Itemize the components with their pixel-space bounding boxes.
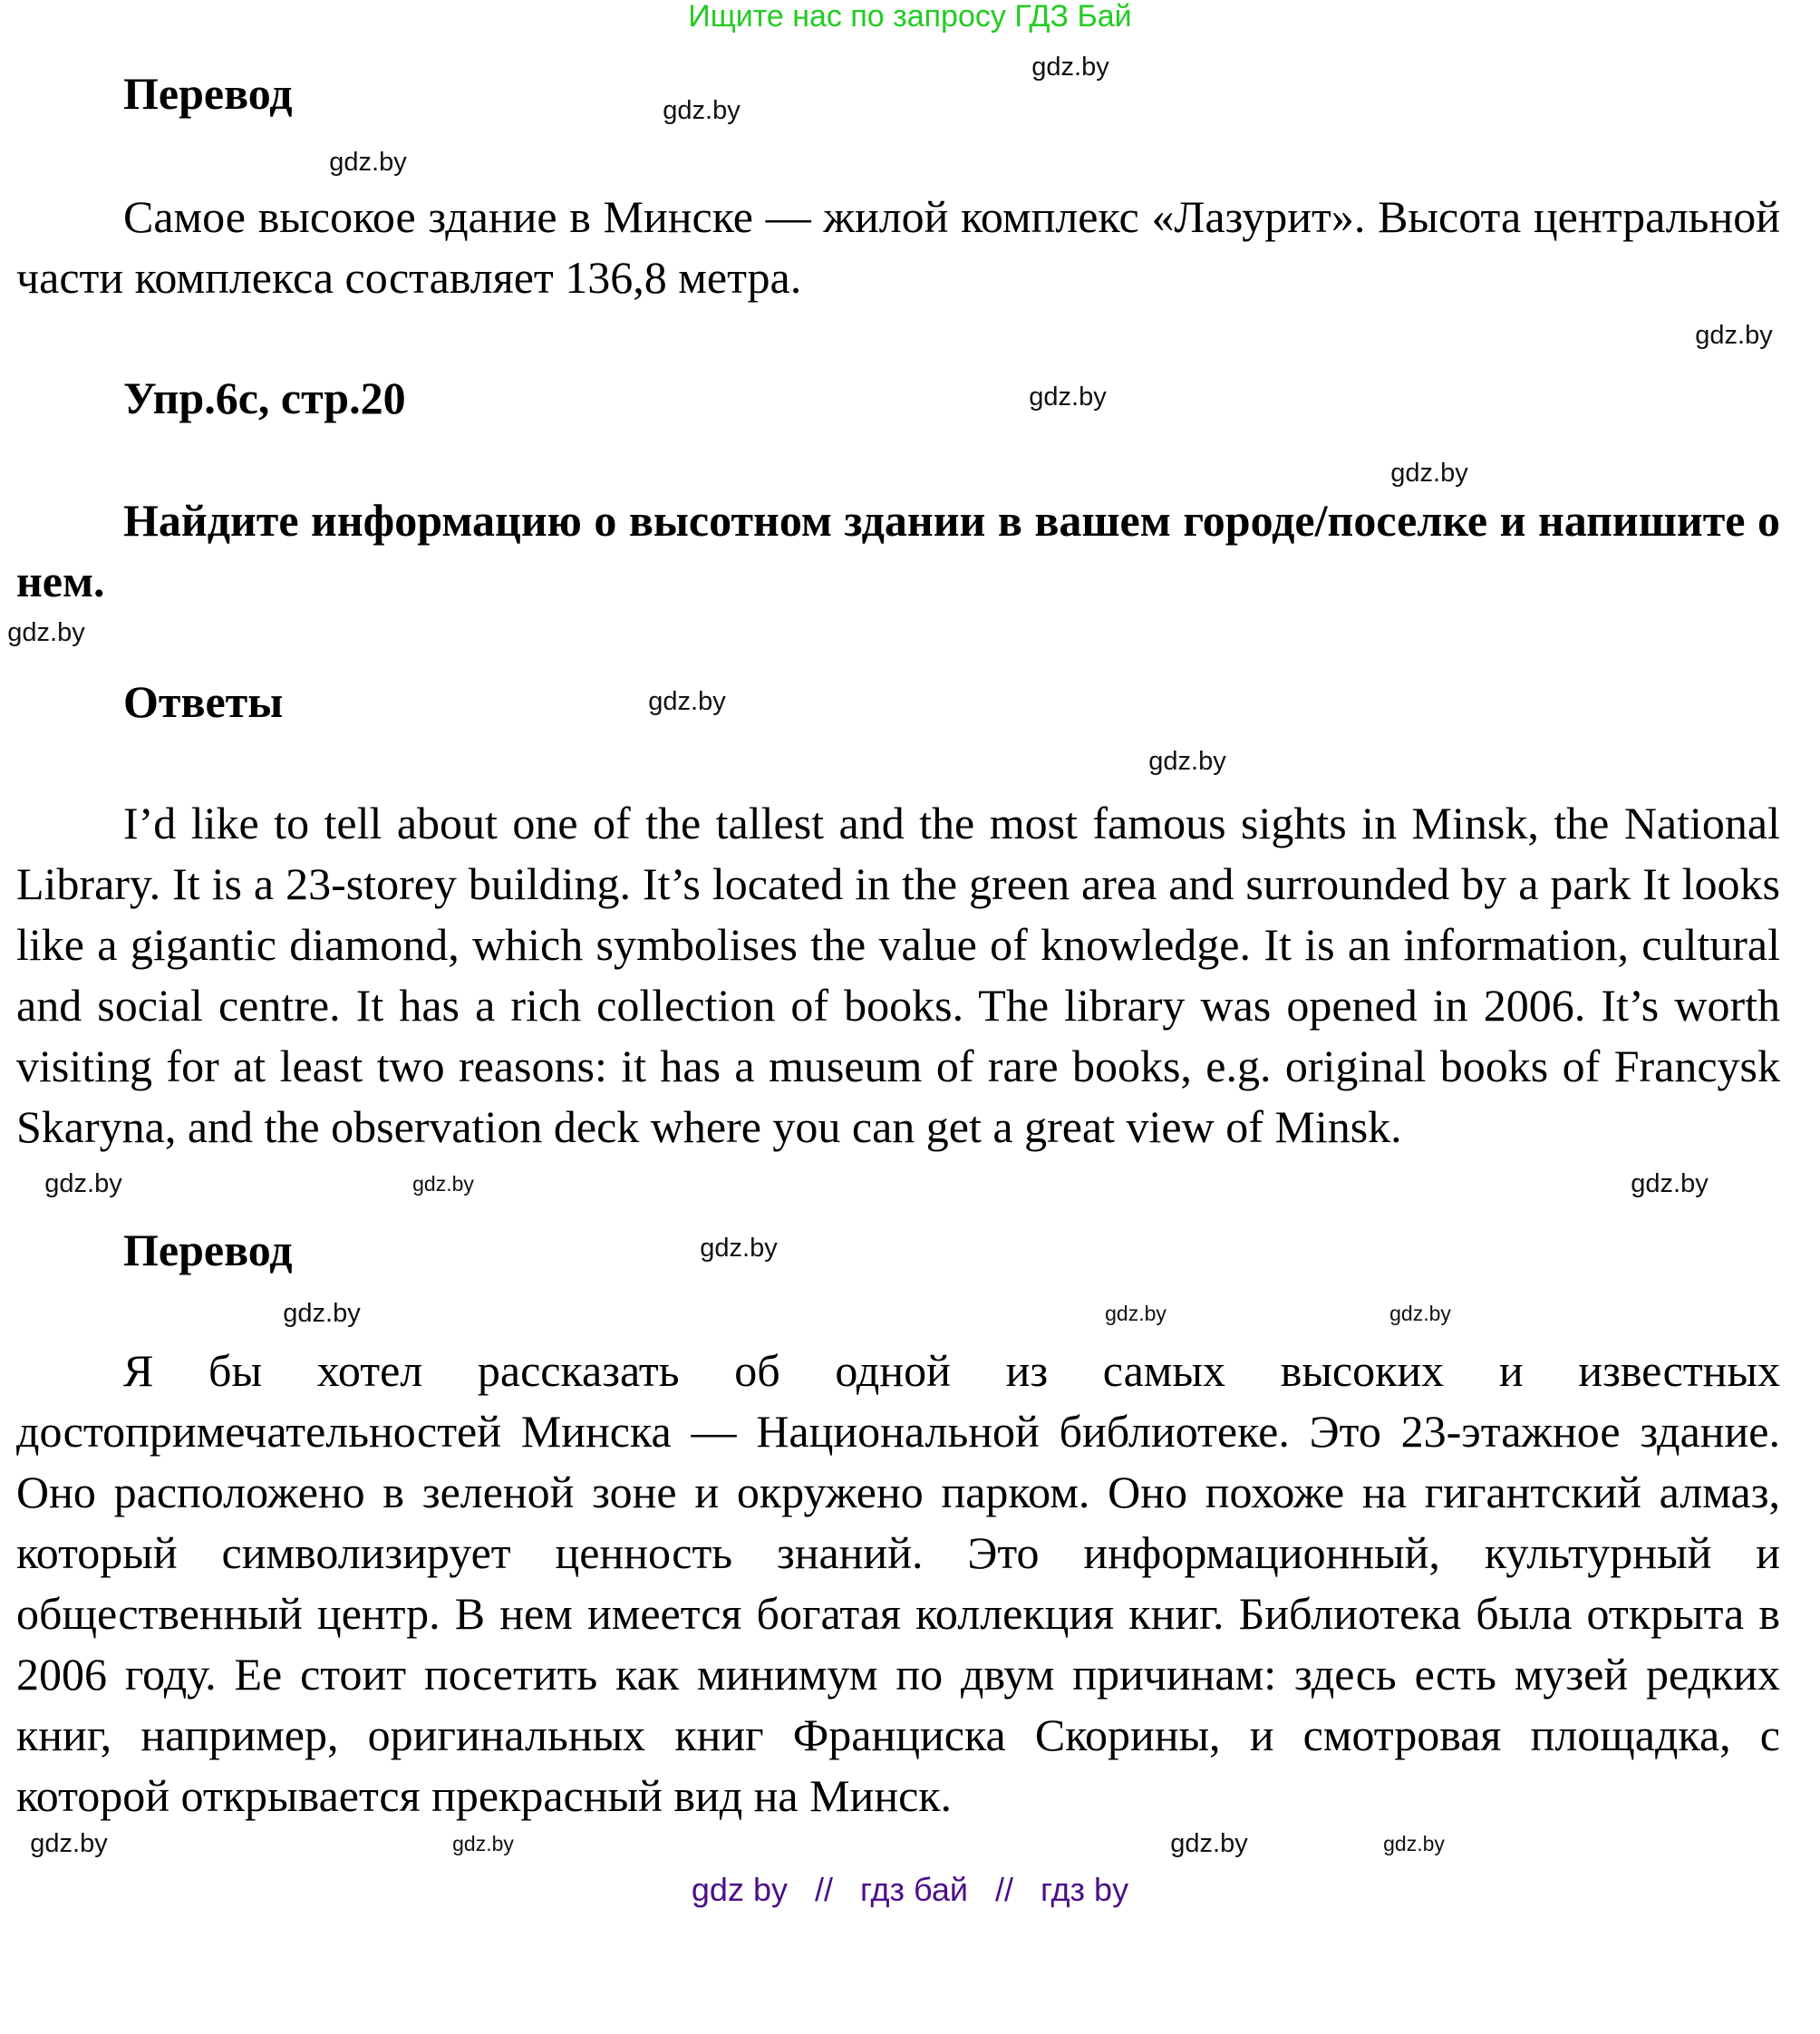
footer-separator: // bbox=[815, 1871, 834, 1908]
answer-paragraph: I’d like to tell about one of the tallest and the most famous sights in Minsk, the National Library. It is a 23-storey building. It’s located in the green area and surrounded by a park It looks like a gigantic diamond, which symbolises the value of knowledge. It is an information, cultural and social centre. It has a rich collection of books. The library was opened in 2006. It’s worth visiting for at least two reasons: it has a museum of rare books, e.g. original books of Francysk Skaryna, and the observation deck where you can get a great view of Minsk. bbox=[16, 798, 1780, 1152]
heading-block-translation-2 bbox=[0, 1169, 1820, 1328]
answers-heading: Ответы bbox=[123, 676, 284, 727]
watermark: gdz.by bbox=[452, 1832, 514, 1855]
translation-paragraph-1: Самое высокое здание в Минске — жилой комплекс «Лазурит». Высота центральной части комплекса составляет 136,8 метра. bbox=[16, 191, 1780, 303]
footer-link-gdz-by[interactable]: gdz by bbox=[691, 1871, 788, 1908]
watermark: gdz.by bbox=[1148, 747, 1226, 776]
watermark: gdz.by bbox=[7, 618, 85, 647]
translation-paragraph-2: Я бы хотел рассказать об одной из самых высоких и известных достопримечательностей Минска — Национальной библиотеке. Это 23-этажное здание. Оно расположено в зеленой зоне и окружено парком. Оно похоже на гигантский алмаз, который символизирует ценность знаний. Это информационный, культурный и общественный центр. В нем имеется богатая коллекция книг. Библиотека была открыта в 2006 году. Ее стоит посетить как минимум по двум причинам: здесь есть музей редких книг, например, оригинальных книг Франциска Скорины, и смотровая площадка, с которой открывается прекрасный вид на Минск. bbox=[16, 1345, 1780, 1821]
watermark: gdz.by bbox=[412, 1172, 474, 1196]
section-heading-translation-2: Перевод bbox=[123, 1225, 293, 1275]
watermark: gdz.by bbox=[1105, 1302, 1167, 1325]
watermark: gdz.by bbox=[1390, 459, 1468, 488]
footer-link-gdz-by-cyr[interactable]: гдз by bbox=[1041, 1871, 1129, 1908]
watermark: gdz.by bbox=[283, 1299, 361, 1328]
watermark: gdz.by bbox=[30, 1829, 108, 1858]
exercise-heading: Упр.6с, стр.20 bbox=[123, 373, 406, 423]
watermark: gdz.by bbox=[648, 687, 726, 716]
watermark: gdz.by bbox=[663, 96, 741, 125]
heading-block-exercise bbox=[0, 321, 1820, 488]
watermark: gdz.by bbox=[700, 1234, 778, 1263]
watermark: gdz.by bbox=[1031, 53, 1109, 82]
footer-separator: // bbox=[995, 1871, 1014, 1908]
exercise-task: Найдите информацию о высотном здании в вашем городе/поселке и напишите о нем. bbox=[16, 495, 1780, 606]
section-heading-translation-1: Перевод bbox=[123, 68, 293, 119]
watermark: gdz.by bbox=[1389, 1302, 1451, 1325]
top-banner: Ищите нас по запросу ГДЗ Бай bbox=[688, 0, 1132, 34]
watermark: gdz.by bbox=[1383, 1832, 1445, 1855]
watermark: gdz.by bbox=[1631, 1169, 1709, 1198]
watermark: gdz.by bbox=[1029, 383, 1107, 412]
watermark: gdz.by bbox=[329, 148, 407, 177]
watermark: gdz.by bbox=[1695, 321, 1773, 350]
heading-block-answers bbox=[0, 618, 1820, 776]
heading-block-translation-1 bbox=[0, 53, 1820, 177]
footer-links bbox=[0, 1829, 1820, 1909]
footer-link-gdz-bai[interactable]: гдз бай bbox=[860, 1871, 968, 1908]
watermark: gdz.by bbox=[1170, 1829, 1248, 1858]
watermark: gdz.by bbox=[44, 1169, 122, 1198]
